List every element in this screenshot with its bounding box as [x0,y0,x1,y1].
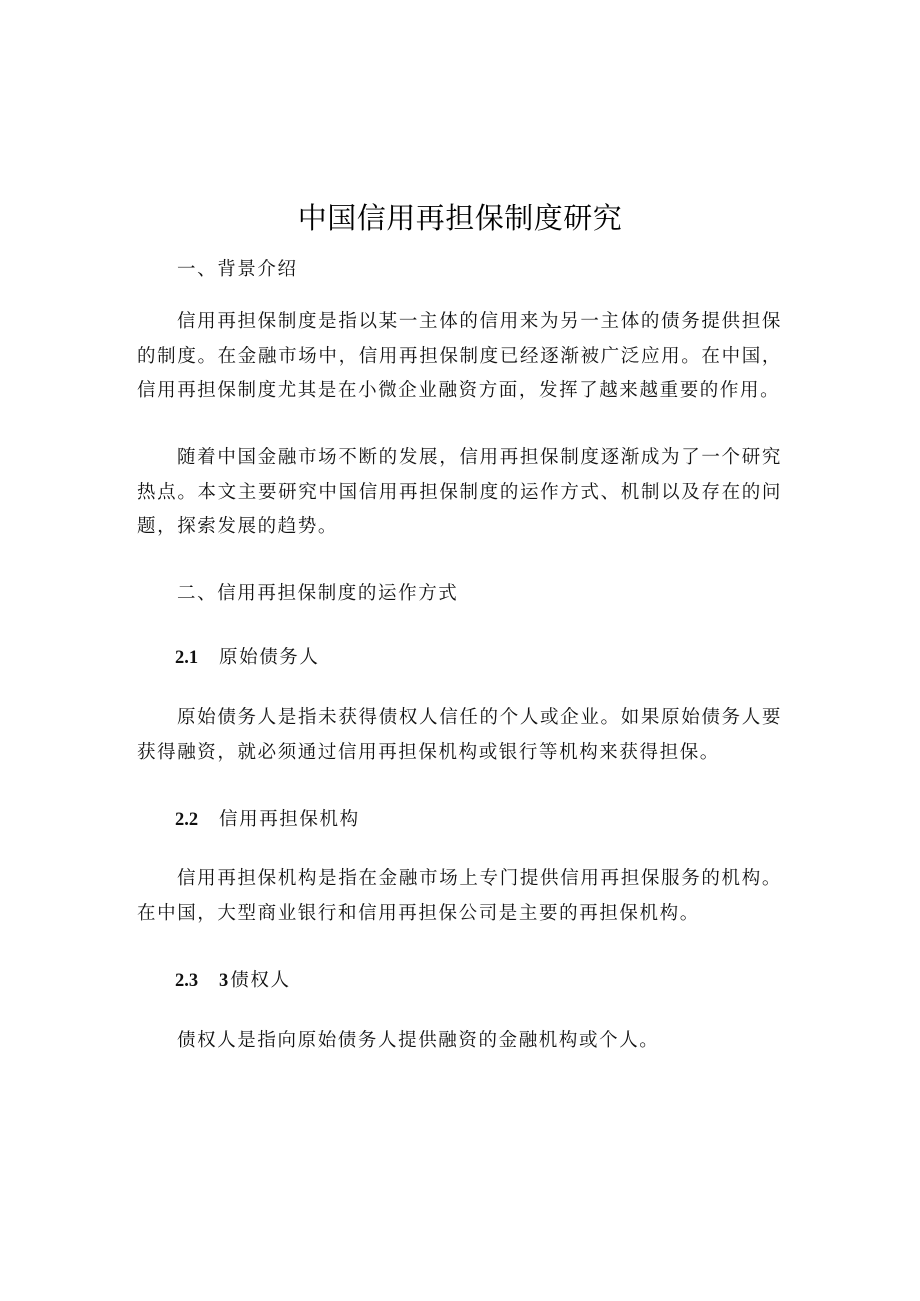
subsection-title: 原始债务人 [219,647,320,668]
subsection-prefix: 3 [219,971,229,991]
paragraph-reguarantee-institution: 信用再担保机构是指在金融市场上专门提供信用再担保服务的机构。在中国，大型商业银行和信用再担保公司是主要的再担保机构。 [137,868,782,924]
subsection-heading-2-3 [175,964,291,998]
section-heading-background: 一、背景介绍 [177,259,298,280]
subsection-heading-2-1 [175,641,320,675]
subsection-title: 信用再担保机构 [219,809,360,830]
subsection-title: 债权人 [230,970,291,991]
subsection-heading-2-2 [175,803,360,837]
section-heading-operation: 二、信用再担保制度的运作方式 [177,583,459,604]
paragraph-definition: 信用再担保制度是指以某一主体的信用来为另一主体的债务提供担保的制度。在金融市场中，信用再担保制度已经逐渐被广泛应用。在中国，信用再担保制度尤其是在小微企业融资方面，发挥了越来越重要的作用。 [137,311,782,401]
paragraph-original-debtor: 原始债务人是指未获得债权人信任的个人或企业。如果原始债务人要获得融资，就必须通过信用再担保机构或银行等机构来获得担保。 [137,707,782,763]
subsection-number: 2.1 [175,648,199,668]
paragraph-creditor: 债权人是指向原始债务人提供融资的金融机构或个人。 [177,1030,660,1051]
subsection-number: 2.3 [175,971,199,991]
paragraph-research-focus: 随着中国金融市场不断的发展，信用再担保制度逐渐成为了一个研究热点。本文主要研究中国信用再担保制度的运作方式、机制以及存在的问题，探索发展的趋势。 [137,447,782,537]
subsection-number: 2.2 [175,810,199,830]
document-title: 中国信用再担保制度研究 [297,201,623,235]
